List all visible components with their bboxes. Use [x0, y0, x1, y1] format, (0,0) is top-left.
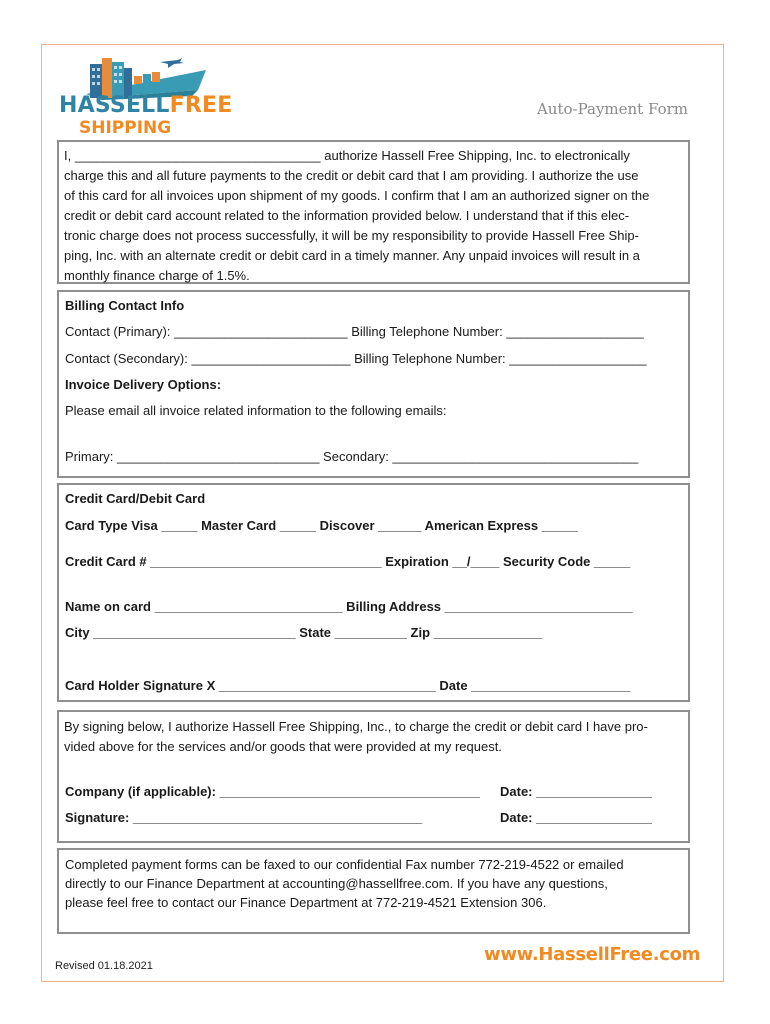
city-state-zip-field[interactable]: City ____________________________ State __________ Zip _______________: [65, 625, 543, 640]
authorization-section: [57, 140, 690, 284]
contact-line: please feel free to contact our Finance Department at 772-219-4521 Extension 306.: [65, 895, 547, 910]
revision-date: Revised 01.18.2021: [55, 960, 153, 972]
authorization-line: credit or debit card account related to the information provided below. I understand that if this elec-: [64, 208, 630, 223]
card-number-field[interactable]: Credit Card # ________________________________ Expiration __/____ Security Code _____: [65, 554, 631, 569]
authorization-line: monthly finance charge of 1.5%.: [64, 268, 250, 283]
authorization-line: of this card for all invoices upon shipment of my goods. I confirm that I am an authorized signer on the: [64, 188, 650, 203]
billing-contact-section: [57, 290, 690, 478]
name-on-card-field[interactable]: Name on card __________________________ Billing Address __________________________: [65, 599, 633, 614]
authorization-line: ping, Inc. with an alternate credit or debit card in a timely manner. Any unpaid invoices will result in a: [64, 248, 640, 263]
card-heading: Credit Card/Debit Card: [65, 491, 206, 506]
billing-heading: Billing Contact Info: [65, 298, 185, 313]
authorization-line: tronic charge does not process successfully, it will be my responsibility to provide Hassell Free Ship-: [64, 228, 639, 243]
brand-tagline: SHIPPING: [79, 118, 172, 138]
brand-name: [59, 93, 232, 118]
contact-secondary-field[interactable]: Contact (Secondary): ______________________ Billing Telephone Number: ___________________: [65, 351, 647, 366]
authorization-line: charge this and all future payments to the credit or debit card that I am providing. I authorize the use: [64, 168, 639, 183]
brand-name-part1: HASSELL: [59, 93, 170, 118]
contact-line: Completed payment forms can be faxed to our confidential Fax number 772-219-4522 or emailed: [65, 857, 624, 872]
consent-section: [57, 710, 690, 843]
consent-line: By signing below, I authorize Hassell Free Shipping, Inc., to charge the credit or debit card I have pro-: [64, 719, 648, 734]
invoice-delivery-heading: Invoice Delivery Options:: [65, 377, 222, 392]
company-field[interactable]: Company (if applicable): ____________________________________: [65, 784, 480, 799]
signature-field[interactable]: Signature: ________________________________________: [65, 810, 423, 825]
invoice-delivery-text: Please email all invoice related information to the following emails:: [65, 403, 447, 418]
payment-contact-section: [57, 848, 690, 934]
brand-name-part2: FREE: [169, 93, 233, 118]
company-date-field[interactable]: Date: ________________: [500, 784, 652, 799]
form-title: Auto-Payment Form: [536, 100, 688, 118]
signature-date-field[interactable]: Date: ________________: [500, 810, 652, 825]
card-holder-signature-field[interactable]: Card Holder Signature X ______________________________ Date ______________________: [65, 678, 631, 693]
contact-primary-field[interactable]: Contact (Primary): ________________________ Billing Telephone Number: ___________________: [65, 324, 644, 339]
card-type-field[interactable]: Card Type Visa _____ Master Card _____ Discover ______ American Express _____: [65, 518, 578, 533]
authorization-line: I, __________________________________ authorize Hassell Free Shipping, Inc. to electronically: [64, 148, 630, 163]
credit-card-section: [57, 483, 690, 702]
contact-line: directly to our Finance Department at accounting@hassellfree.com. If you have any questions,: [65, 876, 608, 891]
website-link[interactable]: www.HassellFree.com: [484, 944, 701, 965]
email-fields[interactable]: Primary: ____________________________ Secondary: __________________________________: [65, 449, 639, 464]
consent-line: vided above for the services and/or goods that were provided at my request.: [64, 739, 502, 754]
